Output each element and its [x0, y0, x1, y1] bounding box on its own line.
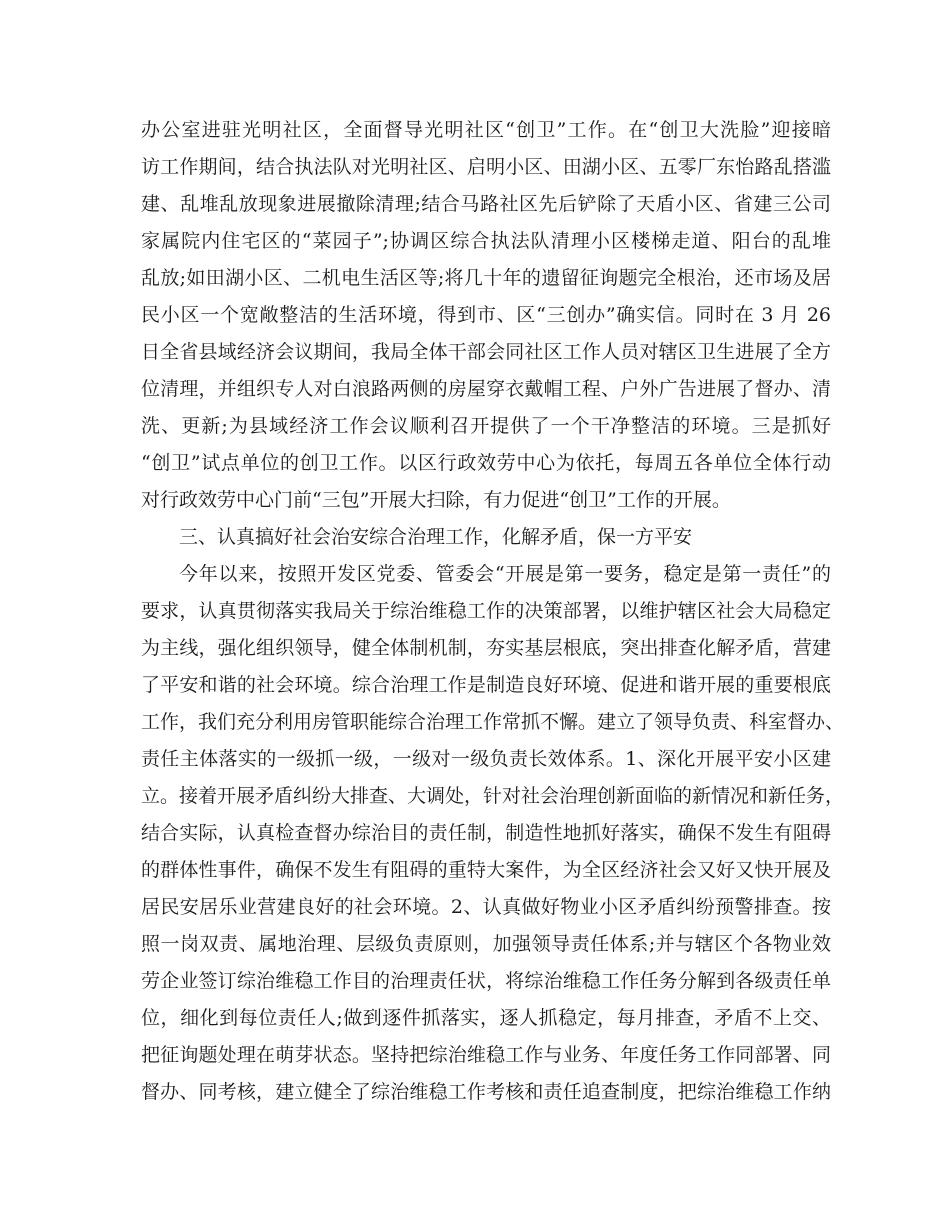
text-line: 责任主体落实的一级抓一级，一级对一级负责长效体系。1、深化开展平安小区建 [141, 748, 831, 770]
text-line: 建、乱堆乱放现象进展撤除清理;结合马路社区先后铲除了天盾小区、省建三公司 [141, 193, 831, 215]
text-line: 洗、更新;为县域经济工作会议顺利召开提供了一个干净整洁的环境。三是抓好 [141, 415, 831, 437]
text-line: 为主线，强化组织领导，健全体制机制，夯实基层根底，突出排查化解矛盾，营建 [141, 637, 831, 659]
text-line: 劳企业签订综治维稳工作目的治理责任状，将综治维稳工作任务分解到各级责任单 [141, 970, 831, 992]
text-line: 立。接着开展矛盾纠纷大排查、大调处，针对社会治理创新面临的新情况和新任务， [141, 785, 845, 807]
text-line: 位清理，并组织专人对白浪路两侧的房屋穿衣戴帽工程、户外广告进展了督办、清 [141, 378, 831, 400]
text-line: 的群体性事件，确保不发生有阻碍的重特大案件，为全区经济社会又好又快开展及 [141, 859, 831, 881]
text-line: 工作，我们充分利用房管职能综合治理工作常抓不懈。建立了领导负责、科室督办、 [141, 711, 845, 733]
text-line: 家属院内住宅区的“菜园子”;协调区综合执法队清理小区楼梯走道、阳台的乱堆 [141, 230, 831, 252]
text-line: 位，细化到每位责任人;做到逐件抓落实，逐人抓稳定，每月排查，矛盾不上交、 [141, 1007, 831, 1029]
text-line: 要求，认真贯彻落实我局关于综治维稳工作的决策部署，以维护辖区社会大局稳定 [141, 600, 831, 622]
text-line: 办公室进驻光明社区，全面督导光明社区“创卫”工作。在“创卫大洗脸”迎接暗 [141, 119, 831, 141]
text-line: 民小区一个宽敞整洁的生活环境，得到市、区“三创办”确实信。同时在 3 月 26 [141, 304, 831, 326]
text-line: 访工作期间，结合执法队对光明社区、启明小区、田湖小区、五零厂东怡路乱搭滥 [141, 156, 831, 178]
text-line: 居民安居乐业营建良好的社会环境。2、认真做好物业小区矛盾纠纷预警排查。按 [141, 896, 831, 918]
text-line: 了平安和谐的社会环境。综合治理工作是制造良好环境、促进和谐开展的重要根底 [141, 674, 831, 696]
body-text [141, 112, 845, 1111]
text-line: “创卫”试点单位的创卫工作。以区行政效劳中心为依托，每周五各单位全体行动 [141, 452, 831, 474]
text-line: 督办、同考核，建立健全了综治维稳工作考核和责任追查制度，把综治维稳工作纳 [141, 1081, 831, 1103]
text-line: 把征询题处理在萌芽状态。坚持把综治维稳工作与业务、年度任务工作同部署、同 [141, 1044, 831, 1066]
text-line: 日全省县域经济会议期间，我局全体干部会同社区工作人员对辖区卫生进展了全方 [141, 341, 831, 363]
text-line: 对行政效劳中心门前“三包”开展大扫除，有力促进“创卫”工作的开展。 [141, 489, 731, 511]
text-line: 今年以来，按照开发区党委、管委会“开展是第一要务，稳定是第一责任”的 [179, 563, 831, 585]
text-line: 乱放;如田湖小区、二机电生活区等;将几十年的遗留征询题完全根治，还市场及居 [141, 267, 831, 289]
text-line: 结合实际，认真检查督办综治目的责任制，制造性地抓好落实，确保不发生有阻碍 [141, 822, 831, 844]
section-heading: 三、认真搞好社会治安综合治理工作，化解矛盾，保一方平安 [179, 526, 693, 548]
text-line: 照一岗双责、属地治理、层级负责原则，加强领导责任体系;并与辖区个各物业效 [141, 933, 831, 955]
